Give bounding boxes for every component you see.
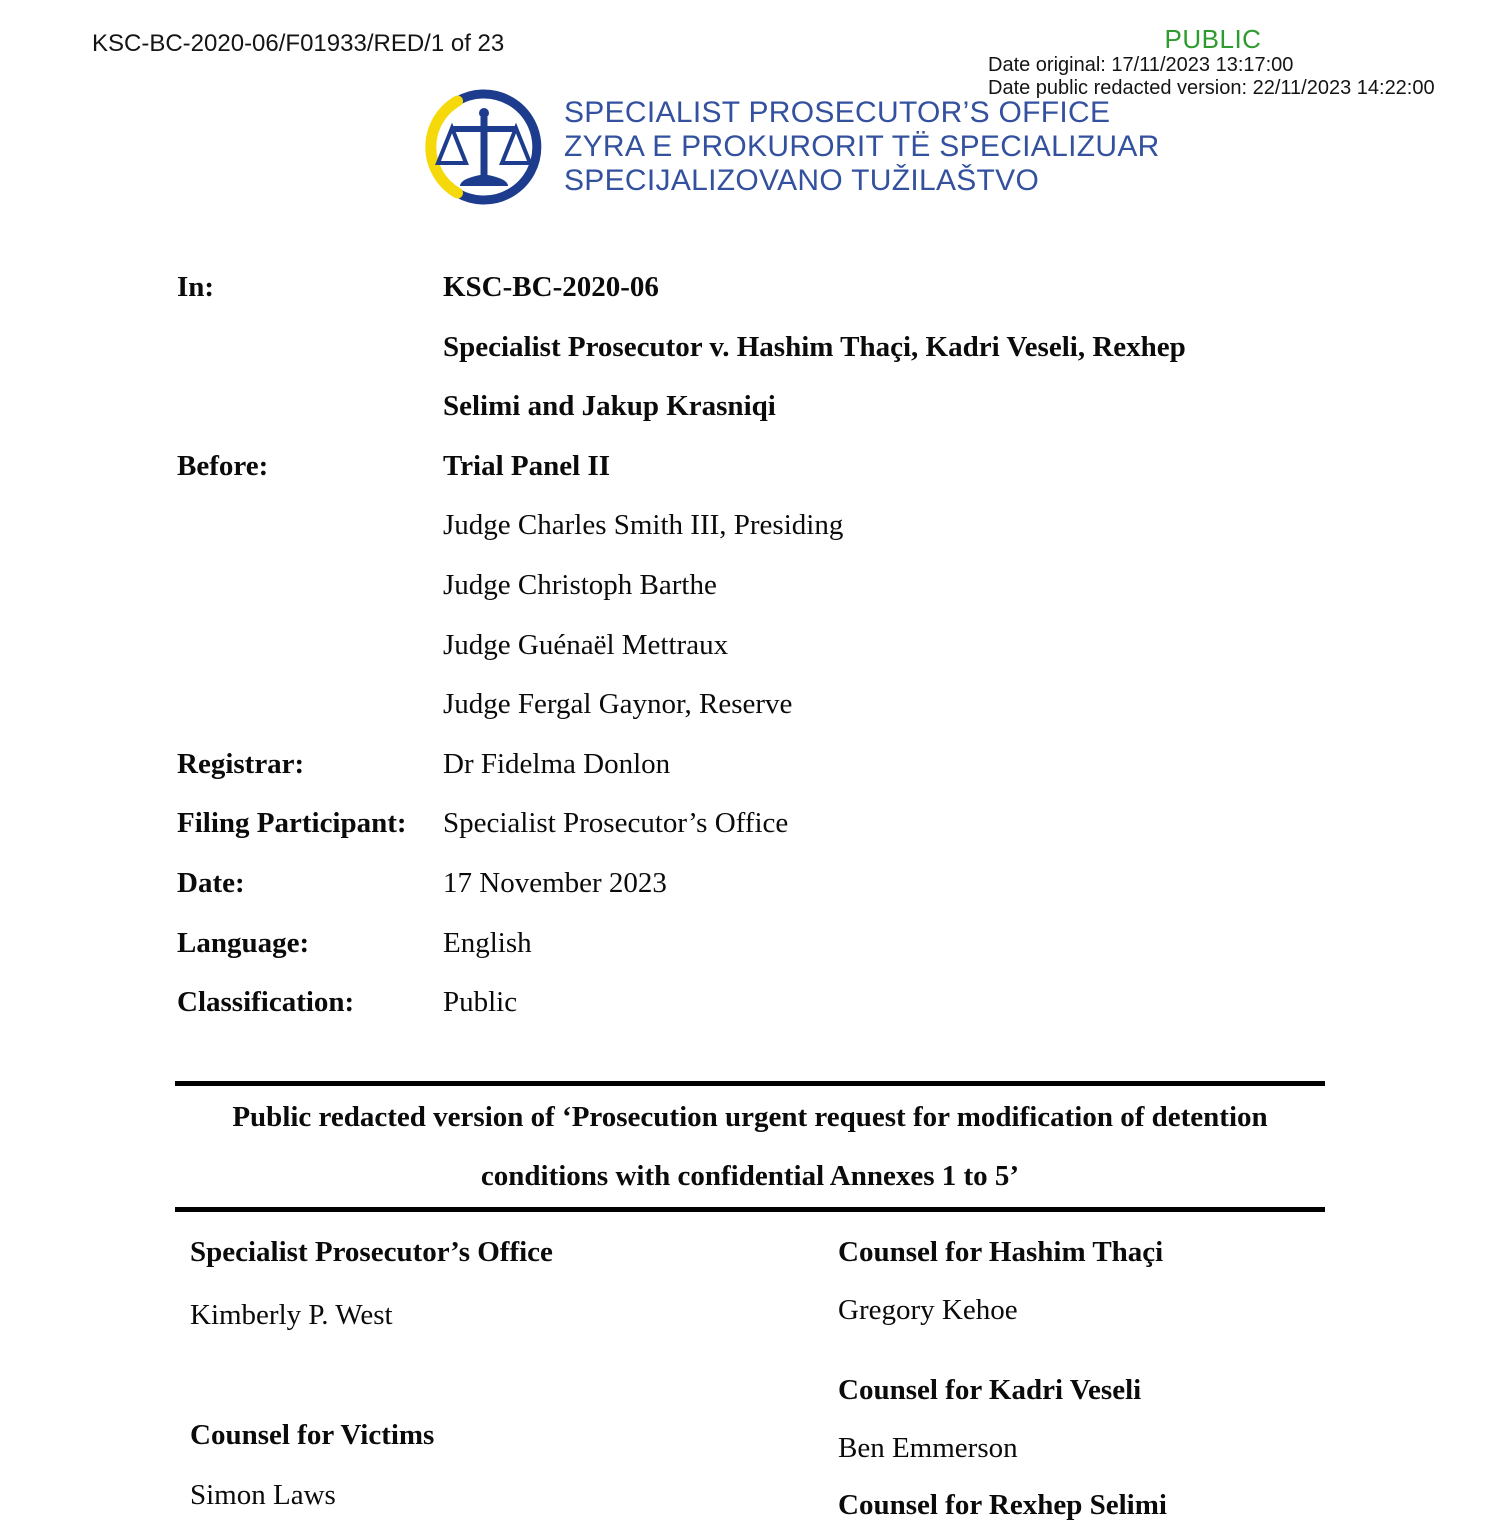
case-row-filing-participant — [177, 794, 1377, 854]
footer-heading-thaci-counsel: Counsel for Hashim Thaçi — [838, 1236, 1164, 1268]
footer-heading-victims-counsel: Counsel for Victims — [190, 1419, 435, 1451]
scales-of-justice-icon — [422, 84, 546, 210]
case-label: Before: — [177, 449, 269, 482]
classification-banner: PUBLIC — [1164, 24, 1262, 54]
logo-line-english: SPECIALIST PROSECUTOR’S OFFICE — [564, 96, 1111, 129]
case-label — [177, 616, 443, 676]
judge-2: Judge Christoph Barthe — [443, 568, 717, 601]
footer-name-thaci-counsel: Gregory Kehoe — [838, 1294, 1018, 1326]
footer-name-spo: Kimberly P. West — [190, 1299, 393, 1331]
case-label — [177, 556, 443, 616]
case-row-classification — [177, 973, 1377, 1033]
spo-logo-text — [564, 96, 1160, 198]
footer-name-victims-counsel: Simon Laws — [190, 1479, 336, 1511]
trial-panel: Trial Panel II — [443, 449, 611, 482]
case-row-judge-4 — [177, 675, 1377, 735]
case-parties-line2: Selimi and Jakup Krasniqi — [443, 390, 776, 423]
case-row-judge-1 — [177, 496, 1377, 556]
footer-name-veseli-counsel: Ben Emmerson — [838, 1432, 1018, 1464]
case-label: Date: — [177, 866, 245, 899]
case-label: Classification: — [177, 986, 355, 1019]
case-label: Registrar: — [177, 747, 305, 780]
case-row-date — [177, 854, 1377, 914]
registrar-name: Dr Fidelma Donlon — [443, 747, 671, 780]
case-number: KSC-BC-2020-06 — [443, 271, 659, 303]
case-label — [177, 318, 443, 378]
case-row-parties-1 — [177, 318, 1377, 378]
logo-line-albanian: ZYRA E PROKURORIT TË SPECIALIZUAR — [564, 130, 1160, 163]
title-rule-top — [175, 1081, 1325, 1086]
classification: Public — [443, 986, 518, 1019]
case-label — [177, 675, 443, 735]
case-label: In: — [177, 271, 215, 303]
case-row-judge-2 — [177, 556, 1377, 616]
document-reference: KSC-BC-2020-06/F01933/RED/1 of 23 — [92, 30, 505, 57]
judge-3: Judge Guénaël Mettraux — [443, 628, 729, 661]
footer-heading-selimi-counsel: Counsel for Rexhep Selimi — [838, 1489, 1167, 1521]
case-label: Language: — [177, 926, 310, 959]
case-row-in — [177, 258, 1377, 318]
footer-heading-veseli-counsel: Counsel for Kadri Veseli — [838, 1374, 1142, 1406]
title-rule-bottom — [175, 1207, 1325, 1212]
judge-presiding: Judge Charles Smith III, Presiding — [443, 509, 844, 542]
case-info-table — [177, 258, 1377, 1033]
case-row-language — [177, 914, 1377, 974]
case-row-parties-2 — [177, 377, 1377, 437]
case-row-before — [177, 437, 1377, 497]
filing-participant: Specialist Prosecutor’s Office — [443, 807, 789, 840]
case-label — [177, 496, 443, 556]
logo-line-serbian: SPECIJALIZOVANO TUŽILAŠTVO — [564, 164, 1040, 197]
document-title — [175, 1088, 1325, 1206]
case-parties-line1: Specialist Prosecutor v. Hashim Thaçi, Kadri Veseli, Rexhep — [443, 330, 1186, 363]
case-row-judge-3 — [177, 616, 1377, 676]
case-label: Filing Participant: — [177, 807, 407, 840]
spo-logo — [422, 84, 1160, 210]
case-label — [177, 377, 443, 437]
case-row-registrar — [177, 735, 1377, 795]
document-title-line1: Public redacted version of ‘Prosecution urgent request for modification of detention — [232, 1101, 1268, 1133]
document-title-line2: conditions with confidential Annexes 1 to 5’ — [480, 1160, 1020, 1192]
footer-heading-spo: Specialist Prosecutor’s Office — [190, 1236, 553, 1268]
filing-date: 17 November 2023 — [443, 866, 667, 899]
language: English — [443, 926, 532, 959]
date-public-redacted: Date public redacted version: 22/11/2023 14:22:00 — [988, 77, 1435, 99]
judge-reserve: Judge Fergal Gaynor, Reserve — [443, 688, 793, 721]
date-original: Date original: 17/11/2023 13:17:00 — [988, 54, 1294, 76]
